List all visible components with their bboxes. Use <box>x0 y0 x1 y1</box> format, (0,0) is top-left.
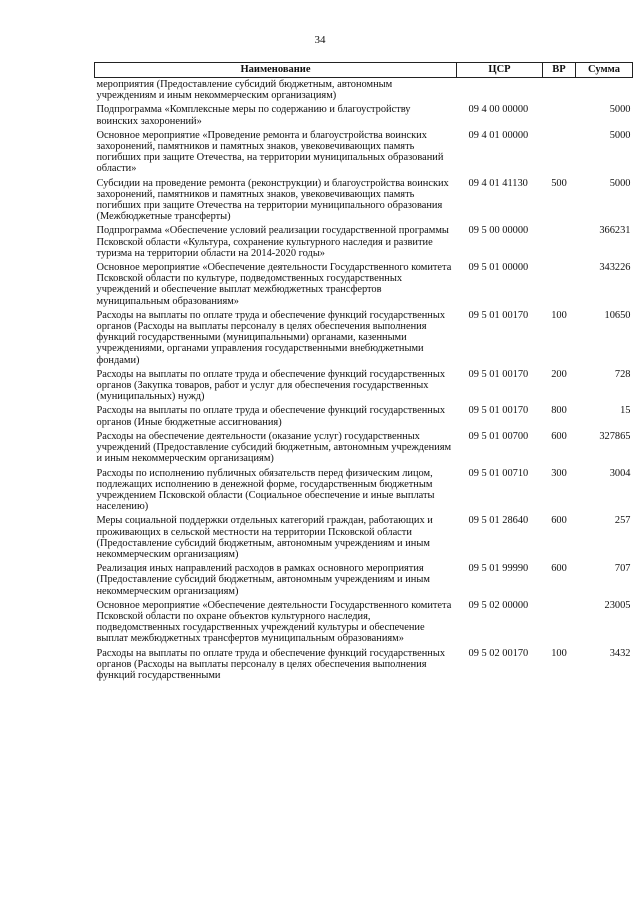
cell-vr: 100 <box>551 309 567 321</box>
cell-csr: 09 5 01 00170 <box>468 309 529 321</box>
cell-name: Основное мероприятие «Обеспечение деятельности Государственного комитета Псковской области по культуре, подведомственных государственных учреждений и обеспечение выплат межбюджетных трансфертов муниципальным образованиям» <box>96 262 452 307</box>
cell-sum: 3004 <box>609 467 631 479</box>
cell-csr: 09 5 01 00710 <box>468 467 529 479</box>
cell-name: Подпрограмма «Комплексные меры по содержанию и благоустройству воинских захоронений» <box>96 104 411 127</box>
cell-vr: 600 <box>551 563 567 575</box>
table-row <box>95 261 633 309</box>
cell-name: Расходы на выплаты по оплате труда и обеспечение функций государственных органов (Закупка товаров, работ и услуг для обеспечения государственных (муниципальных) нужд) <box>96 368 446 403</box>
cell-name: Подпрограмма «Обеспечение условий реализации государственной программы Псковской области «Культура, сохранение культурного наследия и развитие туризма на территории области на 2014-2020 годы» <box>96 225 449 259</box>
cell-vr <box>543 129 576 177</box>
header-row <box>95 63 633 78</box>
cell-name: Расходы на выплаты по оплате труда и обеспечение функций государственных органов (Расходы на выплаты персоналу в целях обеспечения выполнения функций государственными (муниципальными) органами, казенными учреждениями, органами управления государственными внебюджетными фондами) <box>96 309 446 366</box>
table-header <box>95 63 633 78</box>
cell-sum: 366231 <box>599 225 631 237</box>
page-number: 34 <box>314 34 326 46</box>
budget-table-container <box>94 62 632 683</box>
cell-vr <box>543 261 576 309</box>
cell-csr: 09 5 01 00170 <box>468 405 529 417</box>
budget-table <box>94 62 633 683</box>
table-row <box>95 309 633 368</box>
table-body <box>95 78 633 684</box>
cell-name: Реализация иных направлений расходов в рамках основного мероприятия (Предоставление субсидий бюджетным, автономным учреждениям и иным некоммерческим организациям) <box>96 563 430 597</box>
cell-name: Расходы по исполнению публичных обязательств перед физическим лицом, подлежащих исполнению в денежной форме, государственным бюджетным учреждением Псковской области (Социальное обеспечение и иные выплаты населению) <box>96 467 435 513</box>
cell-sum: 23005 <box>604 599 631 611</box>
header-name: Наименование <box>95 63 457 78</box>
table-row <box>95 562 633 599</box>
cell-csr: 09 5 02 00000 <box>468 599 529 611</box>
table-row <box>95 177 633 225</box>
cell-sum <box>576 78 633 104</box>
cell-name: Субсидии на проведение ремонта (реконструкции) и благоустройства воинских захоронений, памятников и памятных знаков, увековечивающих память погибших при защите Отечества на территории муниципального образования (Межбюджетные трансферты) <box>96 177 449 223</box>
cell-vr: 100 <box>551 647 567 659</box>
cell-vr: 800 <box>551 405 567 417</box>
table-row <box>95 78 633 104</box>
header-csr: ЦСР <box>457 63 543 78</box>
cell-sum: 257 <box>614 515 631 527</box>
cell-sum: 5000 <box>609 177 631 189</box>
table-row <box>95 129 633 177</box>
table-row <box>95 599 633 647</box>
cell-csr <box>457 78 543 104</box>
cell-vr: 500 <box>551 177 567 189</box>
cell-sum: 327865 <box>599 430 631 442</box>
cell-vr: 600 <box>551 515 567 527</box>
cell-name: Меры социальной поддержки отдельных категорий граждан, работающих и проживающих в сельской местности на территории Псковской области (Предоставление субсидий бюджетным, автономным учреждениям и иным некоммерческим организациям) <box>96 515 433 560</box>
cell-sum: 3432 <box>609 647 631 659</box>
cell-sum: 10650 <box>604 309 631 321</box>
table-row <box>95 368 633 405</box>
table-row <box>95 103 633 128</box>
cell-csr: 09 5 01 00700 <box>468 430 529 442</box>
cell-sum: 15 <box>620 405 631 417</box>
table-row <box>95 224 633 261</box>
cell-vr <box>543 78 576 104</box>
cell-csr: 09 4 01 41130 <box>468 177 528 189</box>
cell-name: Основное мероприятие «Обеспечение деятельности Государственного комитета Псковской области по охране объектов культурного наследия, подведомственных государственных учреждений культуры и обеспечение выплат межбюджетных трансфертов муниципальным образованиям» <box>96 599 452 645</box>
cell-sum: 5000 <box>609 129 631 141</box>
table-row <box>95 514 633 562</box>
cell-csr: 09 5 01 00170 <box>468 368 529 380</box>
cell-csr: 09 5 01 00000 <box>468 262 529 274</box>
cell-name: Основное мероприятие «Проведение ремонта и благоустройства воинских захоронений, памятников и памятных знаков, увековечивающих память погибших при защите Отечества, на территории муниципальных образований области» <box>96 129 444 175</box>
table-row <box>95 467 633 515</box>
cell-csr: 09 5 01 99990 <box>468 563 529 575</box>
cell-csr: 09 4 00 00000 <box>468 104 529 116</box>
table-row <box>95 404 633 429</box>
table-row <box>95 430 633 467</box>
cell-csr: 09 5 01 28640 <box>468 515 529 527</box>
cell-vr <box>543 224 576 261</box>
cell-vr <box>543 103 576 128</box>
header-sum: Сумма <box>576 63 633 78</box>
cell-sum: 5000 <box>609 104 631 116</box>
cell-sum: 728 <box>614 368 631 380</box>
cell-vr: 200 <box>551 368 567 380</box>
cell-name: мероприятия (Предоставление субсидий бюджетным, автономным учреждениям и иным некоммерческим организациям) <box>96 79 393 102</box>
cell-sum: 343226 <box>599 262 631 274</box>
cell-name: Расходы на выплаты по оплате труда и обеспечение функций государственных органов (Расходы на выплаты персоналу в целях обеспечения выполнения функций государственными <box>96 647 446 681</box>
cell-vr: 300 <box>551 467 567 479</box>
cell-csr: 09 5 00 00000 <box>468 225 529 237</box>
cell-name: Расходы на выплаты по оплате труда и обеспечение функций государственных органов (Иные бюджетные ассигнования) <box>96 405 446 428</box>
cell-vr <box>543 599 576 647</box>
cell-vr: 600 <box>551 430 567 442</box>
cell-sum: 707 <box>614 563 631 575</box>
table-row <box>95 647 633 684</box>
cell-name: Расходы на обеспечение деятельности (оказание услуг) государственных учреждений (Предоставление субсидий бюджетным, автономным учреждениям и иным некоммерческим организациям) <box>96 430 452 465</box>
cell-csr: 09 5 02 00170 <box>468 647 529 659</box>
header-vr: ВР <box>543 63 576 78</box>
cell-csr: 09 4 01 00000 <box>468 129 529 141</box>
